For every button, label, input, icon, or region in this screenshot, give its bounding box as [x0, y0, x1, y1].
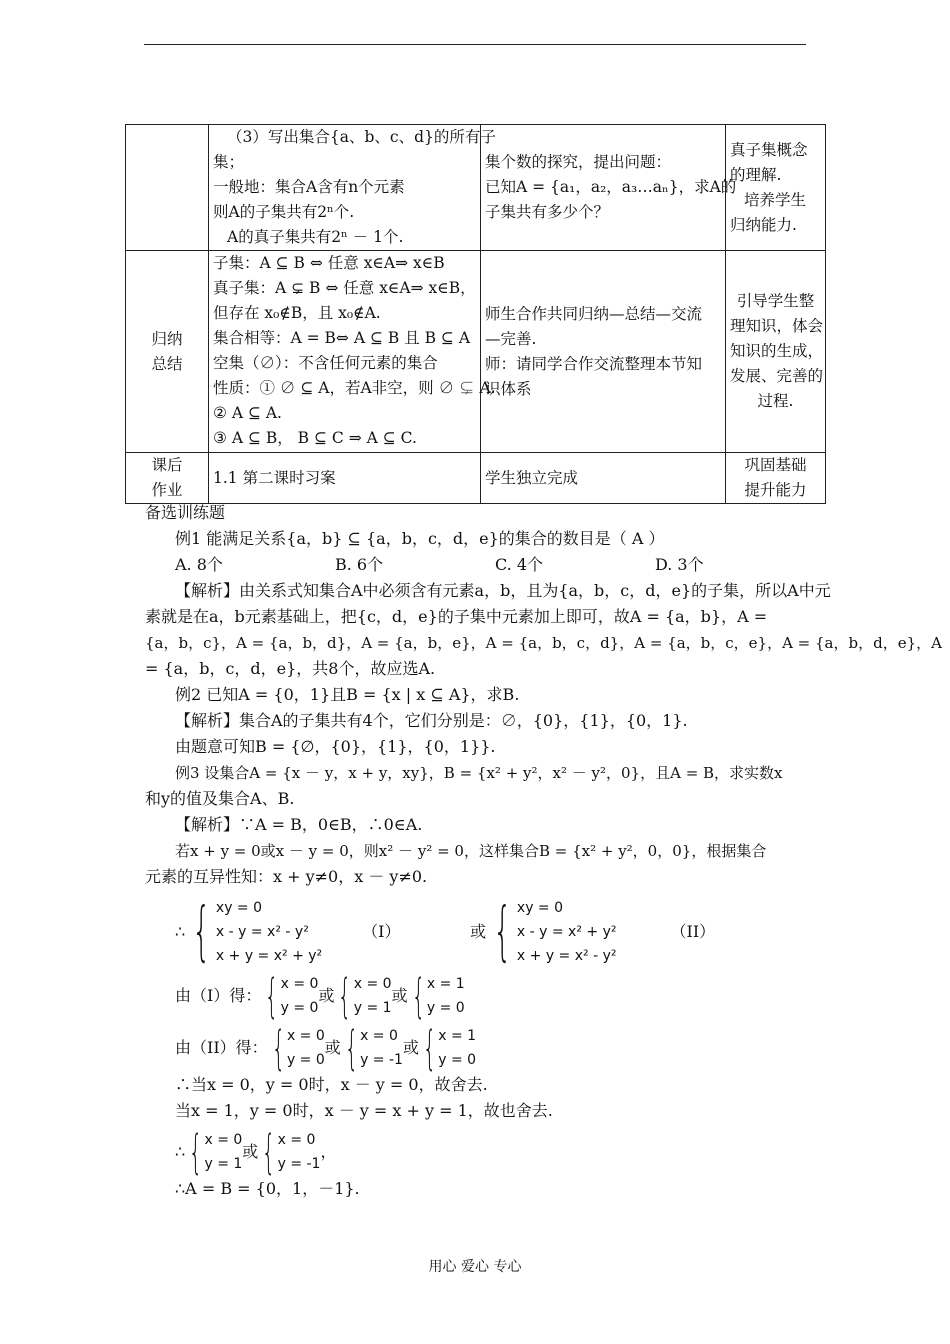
solution-system — [419, 1021, 477, 1075]
cell-line: 巩固基础 — [744, 456, 807, 474]
final-solutions — [145, 1125, 815, 1179]
equation: y = 0 — [280, 1000, 319, 1016]
option-a: A. 8个 — [175, 555, 223, 574]
solution-line: {a，b，c}，A = {a，b，d}，A = {a，b，e}，A = {a，b，c，d}，A = {a，b，c，e}，A = {a，b，d，e}，A — [145, 634, 942, 652]
solution-system — [258, 1125, 321, 1179]
cell-line: 理知识，体会 — [730, 317, 824, 335]
equation: x = 0 — [286, 1028, 325, 1044]
table-cell — [726, 453, 826, 504]
equation: y = 1 — [204, 1156, 243, 1172]
solution-system — [408, 969, 465, 1023]
equation: y = 1 — [353, 1000, 392, 1016]
cell-line: 师生合作共同归纳—总结—交流 — [485, 304, 703, 323]
cell-line: ③ A ⊆ B， B ⊆ C ⇒ A ⊆ C. — [213, 429, 417, 447]
equation: y = -1 — [277, 1156, 321, 1172]
practice-section — [145, 500, 942, 1202]
cell-line: 集； — [213, 153, 245, 171]
table-cell — [209, 125, 496, 251]
cell-line: 则A的子集共有2ⁿ个. — [213, 203, 355, 221]
solutions-label: 由（II）得： — [175, 1038, 268, 1057]
equation: xy = 0 — [215, 900, 263, 916]
solution-line: 元素的互异性知：x + y≠0，x － y≠0. — [145, 867, 428, 886]
table-cell — [126, 453, 209, 504]
brace-icon: { — [189, 1125, 203, 1179]
table-cell — [481, 251, 726, 453]
cell-line: 归纳能力. — [730, 215, 797, 234]
solution-system — [268, 1021, 325, 1075]
table-cell — [209, 251, 496, 453]
cell-line: 的理解. — [730, 165, 782, 184]
system-tag: （II） — [670, 922, 716, 941]
solution-system — [261, 969, 319, 1023]
solution-line: 【解析】∵A = B，0∈B，∴0∈A. — [175, 815, 423, 834]
cell-line: 子集：A ⊆ B ⇔ 任意 x∈A⇒ x∈B — [213, 254, 445, 272]
equation-system-2 — [486, 896, 616, 968]
example-3-cont: 和y的值及集合A、B. — [145, 789, 295, 808]
or-label: 或 — [391, 986, 408, 1005]
row-label: 归纳 — [151, 329, 183, 348]
equation-systems — [145, 896, 815, 968]
equation: x = 1 — [426, 976, 465, 992]
equation: x = 0 — [353, 976, 392, 992]
therefore-symbol: ∴ — [175, 1142, 186, 1161]
example-3: 例3 设集合A = {x － y，x + y，xy}，B = {x² + y²，x² － y²，0}，且A = B，求实数x — [175, 764, 783, 782]
cell-line: 子集共有多少个？ — [485, 203, 610, 221]
header-rule — [144, 44, 806, 45]
row-label: 总结 — [151, 354, 183, 373]
equation: x - y = x² - y² — [215, 924, 309, 940]
section-title: 备选训练题 — [145, 503, 226, 522]
equation: x = 0 — [277, 1132, 316, 1148]
row-label: 作业 — [151, 481, 183, 499]
cell-line: 已知A = {a₁，a₂，a₃…aₙ}，求A的 — [485, 178, 737, 196]
cell-line: 集个数的探究，提出问题： — [485, 153, 672, 171]
brace-icon: { — [423, 1021, 437, 1075]
cell-line: 一般地：集合A含有n个元素 — [213, 178, 405, 196]
solution-line: 素就是在a，b元素基础上，把{c，d，e}的子集中元素加上即可，故A = {a，b}，A = — [145, 607, 768, 626]
solutions-2 — [145, 1021, 815, 1075]
solution-line: 若x + y = 0或x － y = 0，则x² － y² = 0，这样集合B = {x² + y²，0，0}，根据集合 — [175, 842, 767, 860]
or-label: 或 — [242, 1142, 259, 1161]
brace-icon: { — [192, 895, 211, 969]
or-label: 或 — [318, 986, 335, 1005]
cell-line: 但存在 x₀∉B，且 x₀∉A. — [213, 304, 381, 322]
equation: xy = 0 — [516, 900, 564, 916]
lesson-table — [125, 124, 826, 504]
cell-line: 真子集：A ⊊ B ⇔ 任意 x∈A⇒ x∈B， — [213, 279, 476, 297]
solution-system — [334, 969, 392, 1023]
cell-line: 知识的生成， — [730, 342, 824, 360]
cell-line: 发展、完善的 — [730, 367, 824, 385]
cell-line: —完善. — [485, 329, 537, 348]
table-row — [126, 125, 826, 251]
cell-line: A的真子集共有2ⁿ － 1个. — [227, 228, 404, 246]
page-footer: 用心 爱心 专心 — [428, 1259, 522, 1275]
example-2: 例2 已知A = {0，1}且B = {x | x ⊆ A}，求B. — [175, 685, 520, 704]
or-label: 或 — [402, 1038, 419, 1057]
row-label: 课后 — [151, 456, 183, 474]
brace-icon: { — [338, 969, 352, 1023]
brace-icon: { — [265, 969, 279, 1023]
equation: y = 0 — [438, 1052, 477, 1068]
option-b: B. 6个 — [335, 555, 384, 574]
solutions-label: 由（I）得： — [175, 986, 262, 1005]
or-label: 或 — [324, 1038, 341, 1057]
brace-icon: { — [262, 1125, 276, 1179]
solution-line: 【解析】由关系式知集合A中必须含有元素a，b，且为{a，b，c，d，e}的子集，所以A中元 — [175, 581, 831, 600]
table-cell: 学生独立完成 — [481, 453, 726, 504]
cell-line: 引导学生整 — [736, 292, 815, 310]
system-tag: （I） — [362, 922, 401, 941]
table-cell — [126, 251, 209, 453]
table-cell — [726, 125, 826, 251]
conclusion-line: 当x = 1，y = 0时，x － y = x + y = 1，故也舍去. — [175, 1101, 553, 1120]
equation: x = 0 — [280, 976, 319, 992]
equation: y = -1 — [360, 1052, 403, 1068]
cell-line: 提升能力 — [744, 481, 807, 499]
equation: y = 0 — [286, 1052, 325, 1068]
cell-line: 真子集概念 — [730, 140, 808, 159]
cell-line: （3）写出集合{a、b、c、d}的所有子 — [227, 128, 496, 146]
cell-line: 过程. — [757, 392, 794, 410]
answer-line: ∴A = B = {0，1，－1}. — [175, 1179, 360, 1198]
table-cell — [481, 125, 737, 251]
cell-line: 集合相等：A = B⇔ A ⊆ B 且 B ⊆ A — [213, 329, 471, 347]
cell-line: 培养学生 — [744, 190, 807, 209]
equation: x = 0 — [204, 1132, 243, 1148]
brace-icon: { — [344, 1021, 359, 1075]
table-cell — [126, 125, 209, 251]
example-1: 例1 能满足关系{a，b} ⊆ {a，b，c，d，e}的集合的数目是（ A ） — [175, 529, 665, 548]
equation: x - y = x² + y² — [516, 924, 617, 940]
brace-icon: { — [411, 969, 425, 1023]
solution-line: 由题意可知B = {∅，{0}，{1}，{0，1}}. — [175, 737, 496, 756]
equation: x = 1 — [438, 1028, 477, 1044]
cell-line: 师：请同学合作交流整理本节知 — [485, 354, 703, 373]
or-label: 或 — [470, 922, 487, 941]
table-cell: 1.1 第二课时习案 — [209, 453, 481, 504]
cell-line: 性质：① ∅ ⊆ A，若A非空，则 ∅ ⊊ A. — [213, 379, 496, 397]
equation: x + y = x² + y² — [215, 948, 323, 964]
table-cell — [726, 251, 826, 453]
table-row — [126, 251, 826, 453]
option-c: C. 4个 — [495, 555, 544, 574]
solution-line: = {a，b，c，d，e}，共8个，故应选A. — [145, 659, 436, 678]
equation-system-1 — [185, 896, 322, 968]
equation: x + y = x² - y² — [516, 948, 617, 964]
option-d: D. 3个 — [655, 555, 704, 574]
example-1-options — [145, 552, 815, 578]
cell-line: 空集（∅）：不含任何元素的集合 — [213, 354, 438, 372]
equation: x = 0 — [360, 1028, 398, 1044]
solutions-1 — [145, 969, 815, 1023]
solution-line: 【解析】集合A的子集共有4个，它们分别是：∅，{0}，{1}，{0，1}. — [175, 711, 688, 730]
cell-line: 识体系 — [485, 379, 532, 398]
brace-icon: { — [493, 895, 512, 969]
solution-system — [185, 1125, 243, 1179]
brace-icon: { — [271, 1021, 285, 1075]
conclusion-line: ∴当x = 0，y = 0时，x － y = 0，故舍去. — [175, 1075, 488, 1094]
solution-system — [341, 1021, 403, 1075]
table-row — [126, 453, 826, 504]
equation: y = 0 — [426, 1000, 465, 1016]
comma: ， — [320, 1142, 337, 1161]
therefore-symbol: ∴ — [175, 922, 186, 941]
cell-line: ② A ⊆ A. — [213, 404, 282, 422]
